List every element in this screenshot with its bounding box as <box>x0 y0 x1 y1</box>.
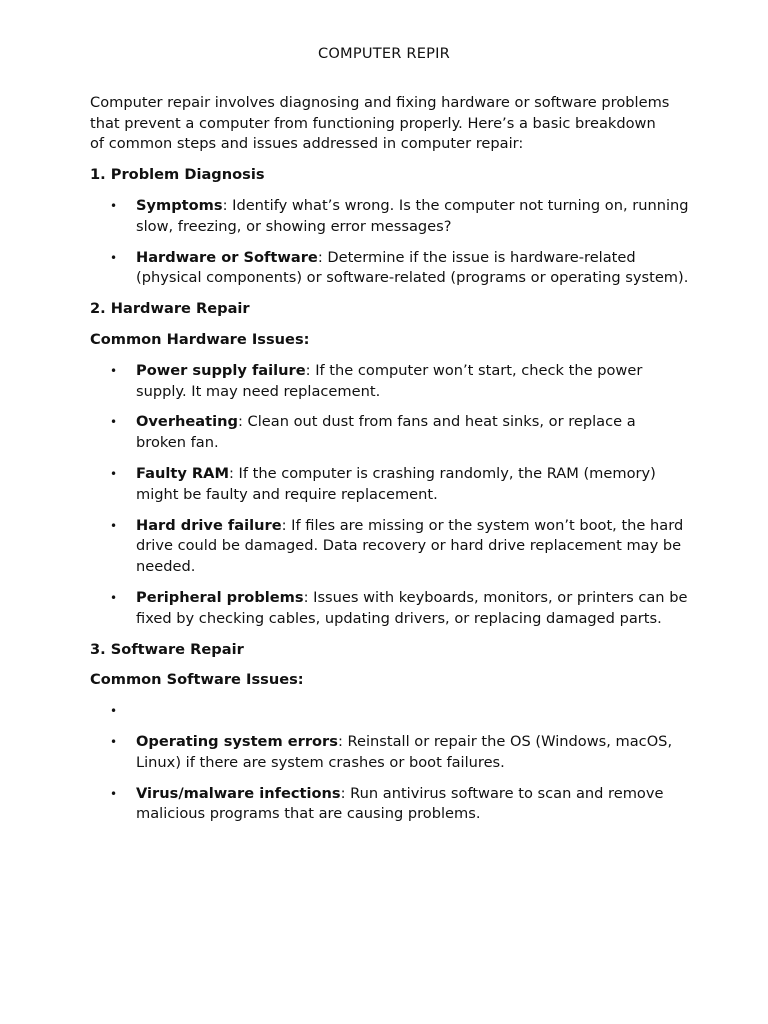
item-term: Virus/malware infections <box>136 784 341 802</box>
bullet-icon: • <box>110 518 118 533</box>
item-term: Peripheral problems <box>136 588 304 606</box>
item-text: : If files are missing or the system won’t boot, the hard drive could be damaged. Data recovery or hard drive replacement may be needed. <box>136 516 684 576</box>
bullet-icon: • <box>110 363 118 378</box>
bullet-icon: • <box>110 786 118 801</box>
list-item <box>90 412 690 454</box>
list-item <box>90 248 690 290</box>
page-title: COMPUTER REPIR <box>317 45 451 62</box>
item-text: : Reinstall or repair the OS (Windows, macOS, Linux) if there are system crashes or boot failures. <box>136 732 673 771</box>
item-term: Hardware or Software <box>136 248 318 266</box>
list-item <box>90 464 690 506</box>
hardware-issues-list <box>90 361 690 630</box>
intro-paragraph: Computer repair involves diagnosing and fixing hardware or software problems that prevent a computer from functioning properly. Here’s a basic breakdown of common steps and issues addressed in computer repair: <box>90 93 670 153</box>
list-item <box>90 732 690 774</box>
list-item <box>90 196 690 238</box>
bullet-icon: • <box>110 466 118 481</box>
item-text: : Issues with keyboards, monitors, or printers can be fixed by checking cables, updating drivers, or replacing damaged parts. <box>136 588 688 627</box>
software-issues-list <box>90 701 690 825</box>
item-text: : Determine if the issue is hardware-related (physical components) or software-related (programs or operating system). <box>136 248 689 287</box>
item-text: : Clean out dust from fans and heat sinks, or replace a broken fan. <box>136 413 636 452</box>
problem-diagnosis-list <box>90 196 690 289</box>
subheading-software-issues: Common Software Issues: <box>90 671 304 689</box>
list-item <box>90 516 690 578</box>
item-term: Overheating <box>136 413 238 431</box>
section-heading-software-repair: 3. Software Repair <box>90 640 244 658</box>
item-text: : Identify what’s wrong. Is the computer not turning on, running slow, freezing, or showing error messages? <box>136 196 689 235</box>
document-page <box>90 44 690 835</box>
list-item <box>90 361 690 403</box>
item-text: : If the computer is crashing randomly, the RAM (memory) might be faulty and require replacement. <box>136 464 656 503</box>
item-term: Faulty RAM <box>136 464 229 482</box>
bullet-icon: • <box>110 250 118 265</box>
list-item <box>90 588 690 630</box>
item-term: Symptoms <box>136 196 223 214</box>
bullet-icon: • <box>110 590 118 605</box>
item-text: : Run antivirus software to scan and remove malicious programs that are causing problems. <box>136 784 664 823</box>
subheading-hardware-issues: Common Hardware Issues: <box>90 330 310 348</box>
item-term: Hard drive failure <box>136 516 282 534</box>
list-item <box>90 784 690 826</box>
bullet-icon: • <box>110 198 118 213</box>
section-heading-hardware-repair: 2. Hardware Repair <box>90 300 250 318</box>
list-item <box>90 701 690 722</box>
bullet-icon: • <box>110 704 118 719</box>
section-heading-problem-diagnosis: 1. Problem Diagnosis <box>90 166 265 184</box>
bullet-icon: • <box>110 734 118 749</box>
item-term: Operating system errors <box>136 732 338 750</box>
bullet-icon: • <box>110 415 118 430</box>
item-text: : If the computer won’t start, check the power supply. It may need replacement. <box>136 361 643 400</box>
item-term: Power supply failure <box>136 361 306 379</box>
